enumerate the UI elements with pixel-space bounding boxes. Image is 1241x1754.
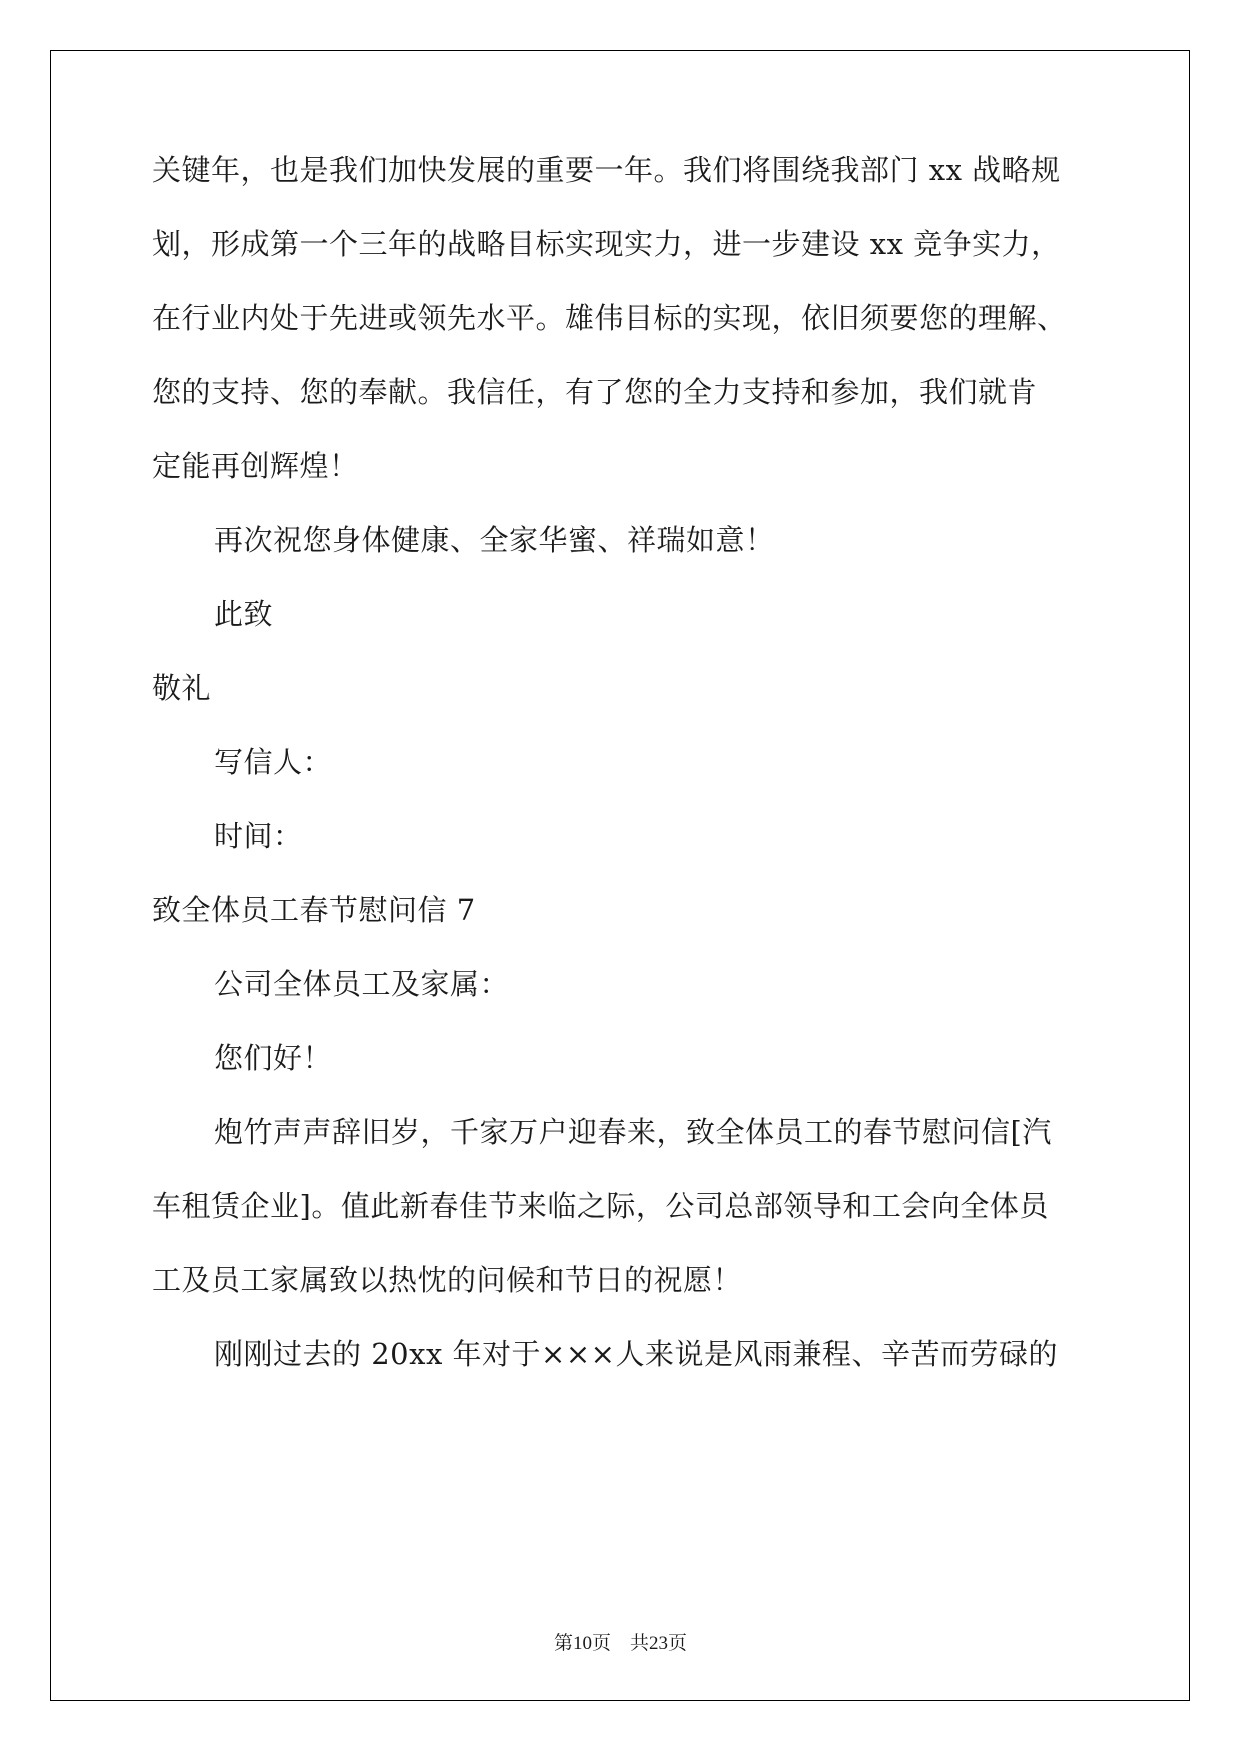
greeting-line: 您们好！ bbox=[214, 1041, 333, 1075]
letter-title: 致全体员工春节慰问信 7 bbox=[152, 893, 476, 927]
footer-suffix: 页 bbox=[668, 1633, 688, 1654]
footer-total-pages: 23 bbox=[649, 1633, 668, 1654]
footer-middle: 页 共 bbox=[591, 1633, 649, 1654]
page-border bbox=[50, 50, 1190, 1701]
salutation-cizhi: 此致 bbox=[214, 597, 274, 631]
footer-current-page: 10 bbox=[572, 1633, 592, 1654]
closing-wish: 再次祝您身体健康、全家华蜜、祥瑞如意！ bbox=[214, 523, 775, 557]
body-line: 定能再创辉煌！ bbox=[152, 449, 359, 483]
body-line: 车租赁企业]。值此新春佳节来临之际，公司总部领导和工会向全体员 bbox=[152, 1189, 1049, 1223]
body-line: 刚刚过去的 20xx 年对于×××人来说是风雨兼程、辛苦而劳碌的 bbox=[214, 1337, 1058, 1371]
body-line: 工及员工家属致以热忱的问候和节日的祝愿！ bbox=[152, 1263, 743, 1297]
body-line: 关键年，也是我们加快发展的重要一年。我们将围绕我部门 xx 战略规 bbox=[152, 153, 1061, 187]
recipient-line: 公司全体员工及家属： bbox=[214, 967, 510, 1001]
date-label: 时间： bbox=[214, 819, 303, 853]
footer-prefix: 第 bbox=[553, 1633, 573, 1654]
body-line: 划，形成第一个三年的战略目标实现实力，进一步建设 xx 竞争实力， bbox=[152, 227, 1061, 261]
signer-label: 写信人： bbox=[214, 745, 333, 779]
body-line: 炮竹声声辞旧岁，千家万户迎春来，致全体员工的春节慰问信[汽 bbox=[214, 1115, 1052, 1149]
page-number-footer bbox=[0, 1628, 1241, 1655]
salutation-jingli: 敬礼 bbox=[152, 671, 212, 705]
body-line: 您的支持、您的奉献。我信任，有了您的全力支持和参加，我们就肯 bbox=[152, 375, 1038, 409]
body-line: 在行业内处于先进或领先水平。雄伟目标的实现，依旧须要您的理解、 bbox=[152, 301, 1067, 335]
